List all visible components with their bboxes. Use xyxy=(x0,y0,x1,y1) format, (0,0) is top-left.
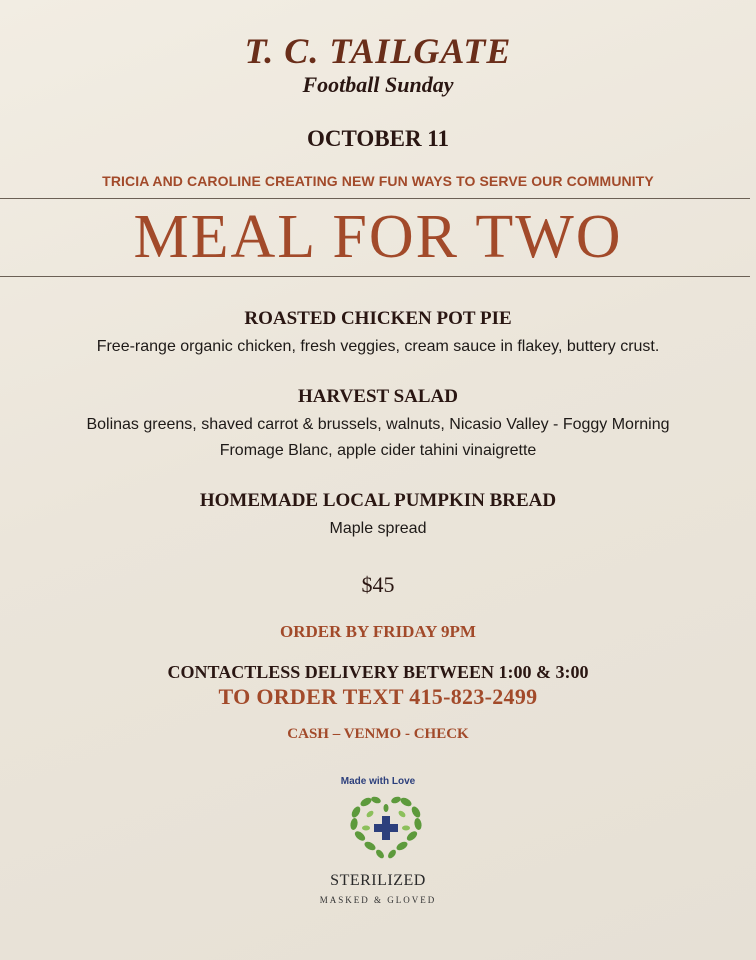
divider-top xyxy=(0,198,750,199)
badge-label: STERILIZED xyxy=(330,872,426,889)
menu-item-description: Free-range organic chicken, fresh veggies, cream sauce in flakey, buttery crust. xyxy=(96,338,660,355)
delivery-info: CONTACTLESS DELIVERY BETWEEN 1:00 & 3:00 xyxy=(167,662,589,682)
menu-item-description: Bolinas greens, shaved carrot & brussels, walnuts, Nicasio Valley - Foggy Morning xyxy=(86,416,670,433)
heart-leaves-cross-icon xyxy=(344,792,428,862)
headline: MEAL FOR TWO xyxy=(133,203,623,271)
menu-item-description: Maple spread xyxy=(329,520,427,537)
page-title: T. C. TAILGATE xyxy=(244,31,512,71)
menu-item-title: ROASTED CHICKEN POT PIE xyxy=(244,308,512,329)
order-contact: TO ORDER TEXT 415-823-2499 xyxy=(218,684,538,709)
payment-methods: CASH – VENMO - CHECK xyxy=(287,726,469,742)
page-subtitle: Football Sunday xyxy=(302,72,454,97)
menu-item-description: Fromage Blanc, apple cider tahini vinaigrette xyxy=(219,442,537,459)
event-date: OCTOBER 11 xyxy=(306,126,450,151)
menu-item-title: HOMEMADE LOCAL PUMPKIN BREAD xyxy=(199,490,557,511)
badge-sublabel: MASKED & GLOVED xyxy=(319,895,437,905)
price: $45 xyxy=(361,572,395,597)
tagline: TRICIA AND CAROLINE CREATING NEW FUN WAYS TO SERVE OUR COMMUNITY xyxy=(102,173,654,189)
menu-item-title: HARVEST SALAD xyxy=(298,386,458,407)
divider-bottom xyxy=(0,276,750,277)
badge-caption: Made with Love xyxy=(340,776,416,787)
order-deadline: ORDER BY FRIDAY 9PM xyxy=(280,622,476,641)
